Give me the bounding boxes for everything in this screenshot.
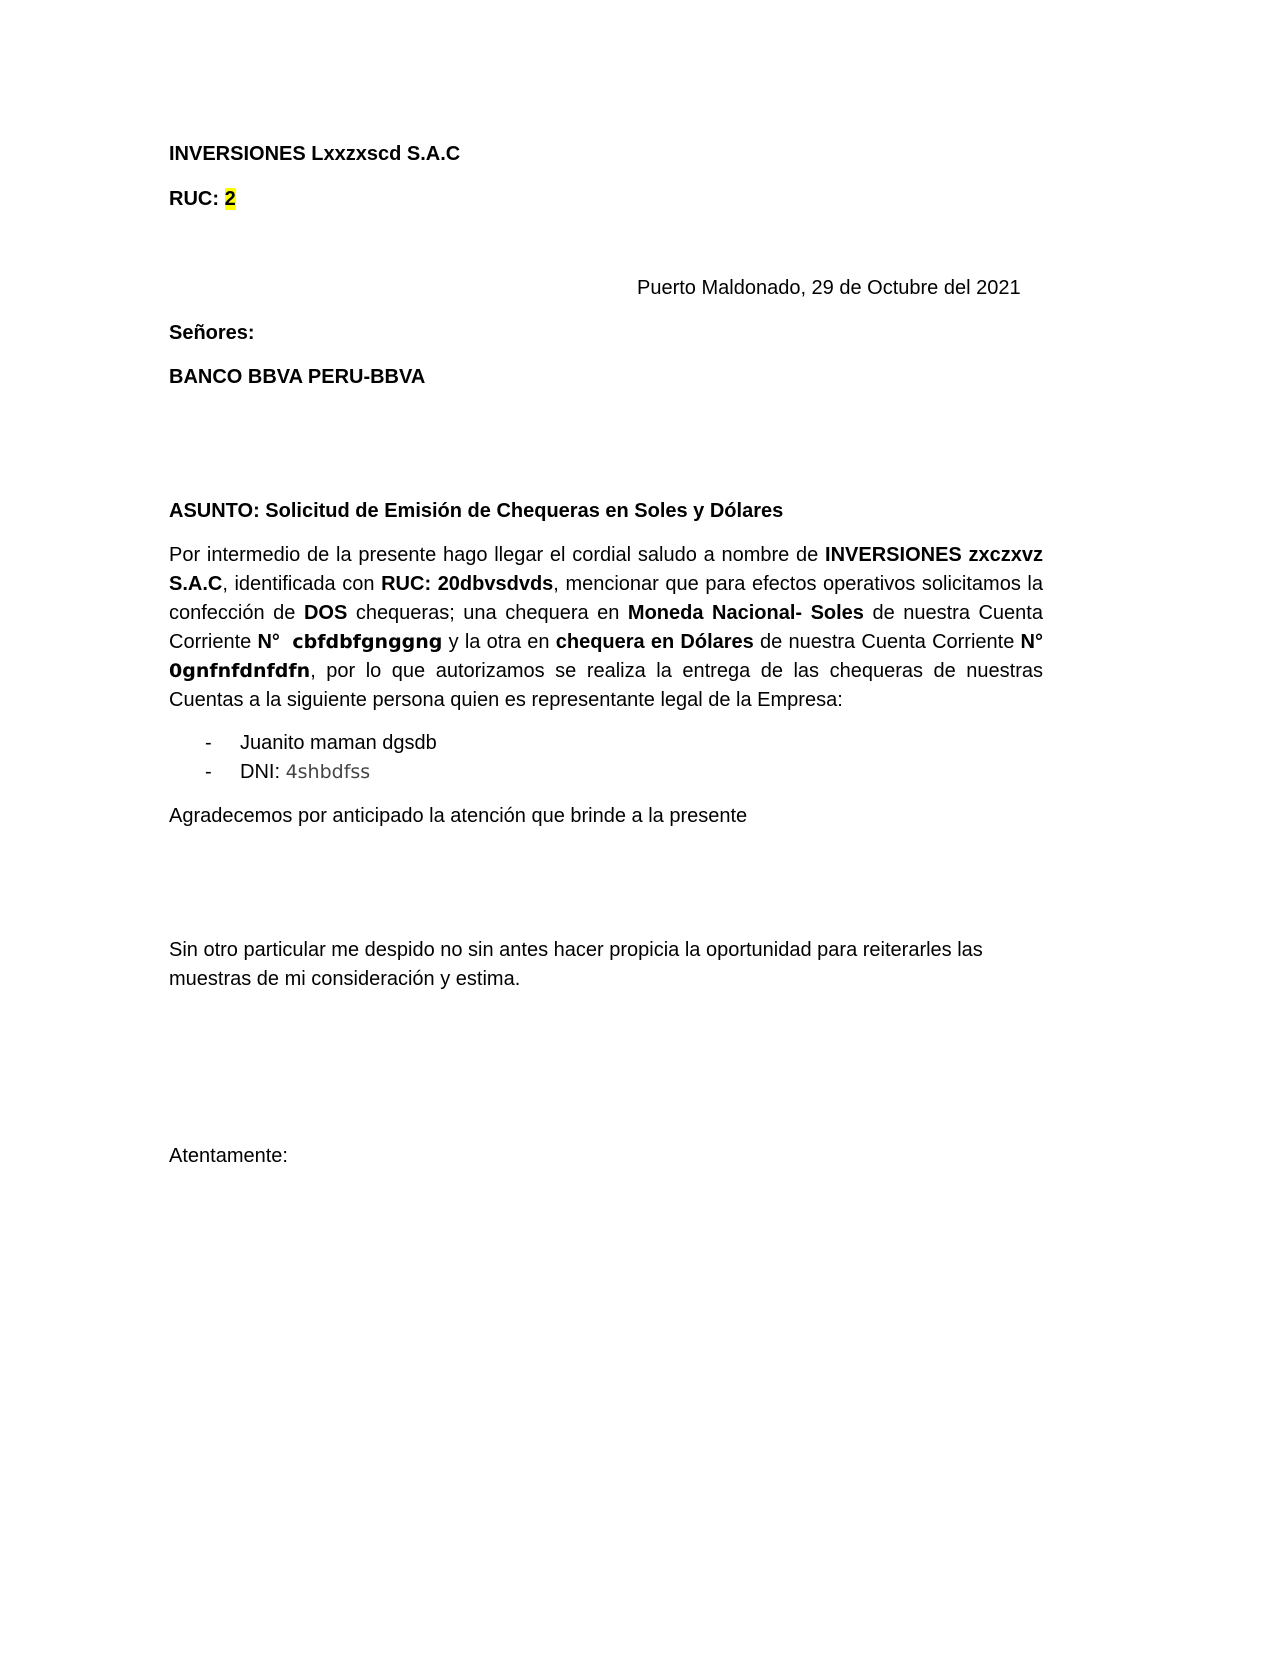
salutation: Señores: — [169, 322, 255, 344]
company-name: INVERSIONES Lxxzxscd S.A.C — [169, 143, 461, 165]
list-item: - Juanito maman dgsdb — [205, 732, 437, 754]
ruc-line: RUC: 2 — [169, 188, 236, 210]
recipient: BANCO BBVA PERU-BBVA — [169, 366, 426, 388]
date-line: Puerto Maldonado, 29 de Octubre del 2021 — [637, 277, 1021, 299]
signoff: Atentamente: — [169, 1145, 288, 1167]
list-item: - DNI: 4shbdfss — [205, 761, 371, 783]
closing-paragraph: Sin otro particular me despido no sin antes hacer propicia la oportunidad para reiterarles las muestras de mi consideración y estima. — [169, 939, 983, 990]
body-paragraph: Por intermedio de la presente hago llegar el cordial saludo a nombre de INVERSIONES zxczxvz S.A.C, identificada con RUC: 20dbvsdvds, mencionar que para efectos operativos solicitamos la confección de DOS chequeras; una chequera en Moneda Nacional- Soles de nuestra Cuenta Corriente N° cbfdbfgnggng y la otra en chequera en Dólares de nuestra Cuenta Corriente N° 0gnfnfdnfdfn, por lo que autorizamos se realiza la entrega de las chequeras de nuestras Cuentas a la siguiente persona quien es representante legal de la Empresa: — [169, 544, 1043, 711]
account-soles: cbfdbfgnggng — [292, 631, 443, 653]
account-dolares: 0gnfnfdnfdfn — [169, 660, 311, 682]
dni-value: 4shbdfss — [285, 761, 371, 783]
ruc-value: 2 — [224, 188, 236, 210]
thanks-line: Agradecemos por anticipado la atención que brinde a la presente — [169, 805, 748, 827]
subject: ASUNTO: Solicitud de Emisión de Chequeras en Soles y Dólares — [169, 500, 784, 522]
